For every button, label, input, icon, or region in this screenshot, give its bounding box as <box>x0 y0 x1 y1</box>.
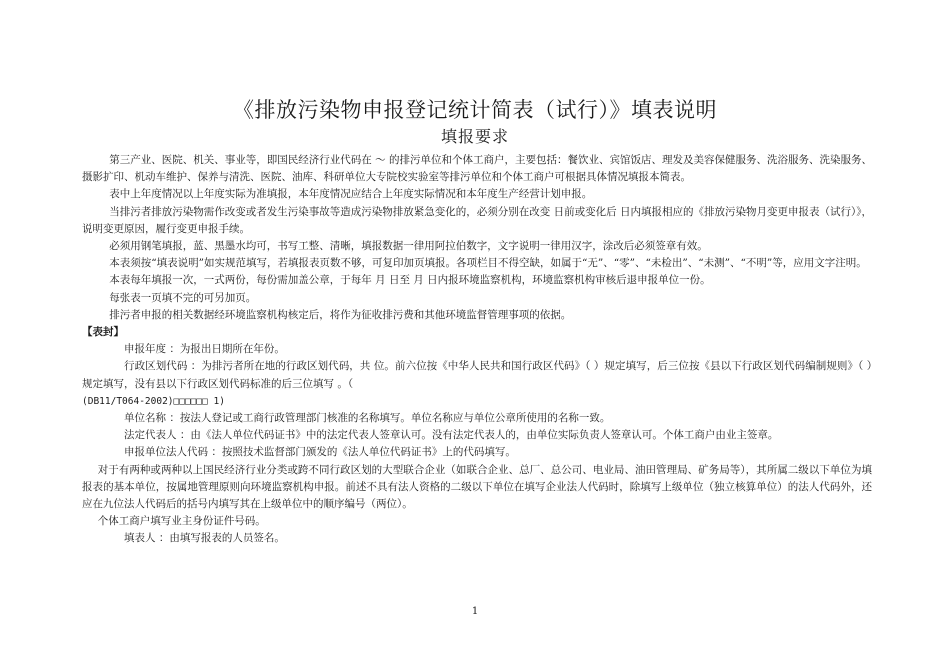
field-description: 行政区划代码 ：为排污者所在地的行政区划代码，共 位。前六位按《中华人民共和国行政区代码》（ ）规定填写，后三位按《县以下行政区划代码编制规则》（ ）规定填写，没有县以下行政区划代码标准的后三位填写 。（ <box>82 360 872 390</box>
paragraph: 每张表一页填不完的可另加页。 <box>109 291 257 304</box>
paragraph: 表中上年度情况以上年度实际为准填报，本年度情况应结合上年度实际情况和本年度生产经营计划申报。 <box>109 188 593 201</box>
document-body <box>82 152 872 548</box>
paragraph: 必须用钢笔填报，蓝、黑墨水均可，书写工整、清晰，填报数据一律用阿拉伯数字，文字说明一律用汉字，涂改后必须签章有效。 <box>109 240 708 253</box>
paragraph: 当排污者排放污染物需作改变或者发生污染事故等造成污染物排放紧急变化的，必须分别在改变 日前或变化后 日内填报相应的《排放污染物月变更申报表（试行）》，说明变更原因，履行变更申报手续。 <box>82 205 872 235</box>
document-title: 《排放污染物申报登记统计简表（试行）》填表说明 <box>233 98 717 122</box>
paragraph: 本表须按“填表说明”如实规范填写，若填报表页数不够，可复印加页填报。各项栏目不得空缺，如属于“无”、“零”、“未检出”、“未测”、“不明”等，应用文字注明。 <box>109 257 867 270</box>
field-description: 法定代表人 ：由《法人单位代码证书》中的法定代表人签章认可。没有法定代表人的，由单位实际负责人签章认可。个体工商户由业主签章。 <box>124 429 779 442</box>
field-description: 单位名称 ：按法人登记或工商行政管理部门核准的名称填写。单位名称应与单位公章所使用的名称一致。 <box>124 412 611 425</box>
paragraph: 排污者申报的相关数据经环境监察机构核定后，将作为征收排污费和其他环境监督管理事项的依据。 <box>109 308 572 321</box>
field-description: 申报年度 ：为报出日期所在年份。 <box>124 343 285 356</box>
section-subtitle: 填报要求 <box>440 127 509 146</box>
field-description: 填表人 ：由填写报表的人员签名。 <box>124 532 285 545</box>
paragraph: 本表每年填报一次，一式两份，每份需加盖公章，于每年 月 日至 月 日内报环境监察机构，环境监察机构审核后退申报单位一份。 <box>109 274 711 287</box>
paragraph: 第三产业、医院、机关、事业等，即国民经济行业代码在 ～ 的排污单位和个体工商户，主要包括：餐饮业、宾馆饭店、理发及美容保健服务、洗浴服务、洗染服务、摄影扩印、机动车维护、保养与清洗、医院、油库、科研单位大专院校实验室等排污单位和个体工商户可根据具体情况填报本简表。 <box>82 154 872 184</box>
section-heading: 【表封】 <box>82 326 124 339</box>
field-description: 申报单位法人代码 ：按照技术监督部门颁发的《法人单位代码证书》上的代码填写。 <box>124 446 516 459</box>
page-number: 1 <box>471 606 479 617</box>
paragraph: 对于有两种或两种以上国民经济行业分类或跨不同行政区划的大型联合企业（如联合企业、总厂、总公司、电业局、油田管理局、矿务局等），其所属二级以下单位为填报表的基本单位，按属地管理原则向环境监察机构申报。前述不具有法人资格的二级以下单位在填写企业法人代码时，除填写上级单位（独立核算单位）的法人代码外，还应在九位法人代码后的括号内填写其在上级单位中的顺序编号（两位）。 <box>82 463 872 511</box>
paragraph: 个体工商户填写业主身份证件号码。 <box>97 515 266 528</box>
code-line: (DB11/T064-2002)□□□□□□ 1) <box>82 395 225 407</box>
